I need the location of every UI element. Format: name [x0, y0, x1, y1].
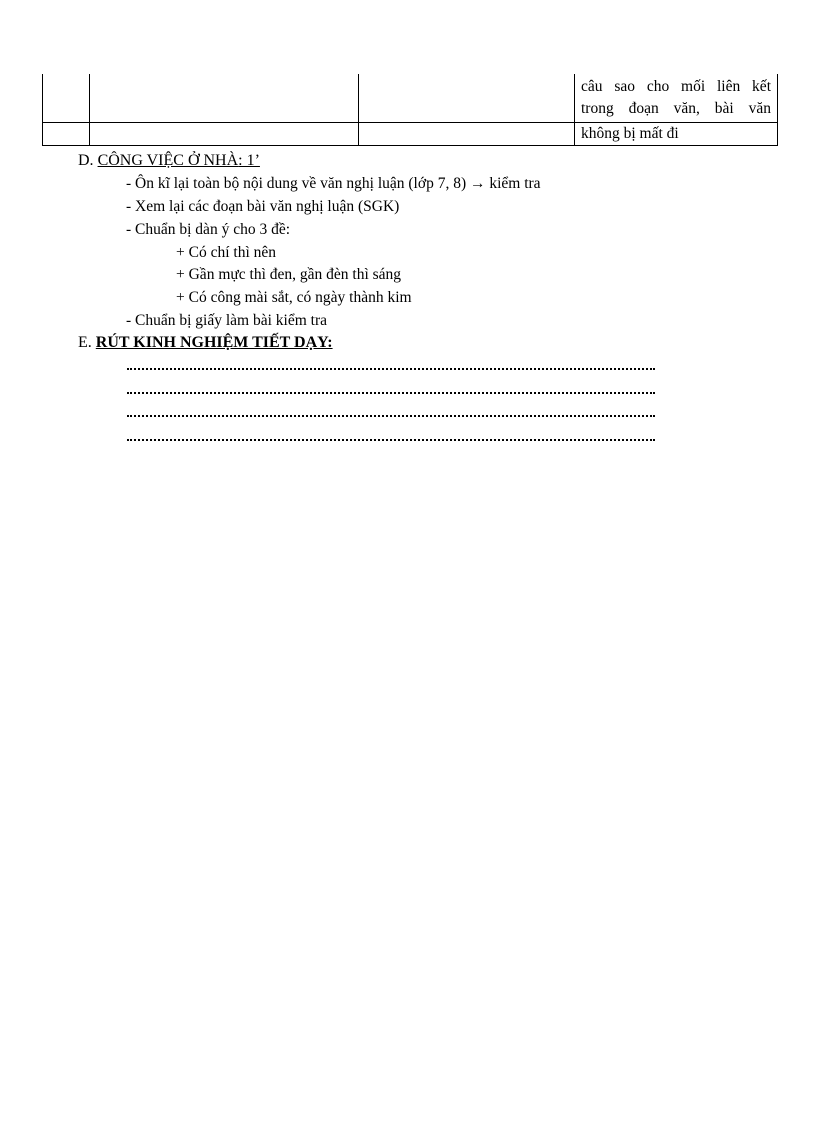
section-label: E. [78, 334, 92, 351]
table-cell [90, 123, 359, 146]
list-item: - Chuẩn bị giấy làm bài kiểm tra [126, 312, 328, 329]
table-cell [359, 74, 575, 123]
table-cell [43, 123, 90, 146]
list-item: + Gần mực thì đen, gần đèn thì sáng [176, 266, 402, 283]
dotted-line [127, 392, 655, 394]
table-cell [575, 123, 778, 146]
section-d-heading [78, 152, 260, 170]
table-cell [43, 74, 90, 123]
list-item: + Có chí thì nên [176, 244, 277, 261]
cell-text-line: trong đoạn văn, bài văn [581, 100, 771, 117]
section-e-heading [78, 334, 333, 352]
dotted-line [127, 368, 655, 370]
cell-text-line: câu sao cho mối liên kết [581, 78, 771, 95]
list-item: + Có công mài sắt, có ngày thành kim [176, 289, 412, 306]
table-row [43, 74, 778, 123]
section-title-suffix: : 1’ [238, 152, 260, 169]
dotted-line [127, 439, 655, 441]
table-cell [575, 74, 778, 123]
cell-text-line: không bị mất đi [581, 125, 679, 142]
lesson-table [42, 74, 778, 146]
section-label: D. [78, 152, 94, 169]
list-item: - Chuẩn bị dàn ý cho 3 đề: [126, 221, 291, 238]
table-row [43, 123, 778, 146]
section-title [98, 152, 260, 169]
table-cell [359, 123, 575, 146]
table-cell [90, 74, 359, 123]
dotted-line [127, 415, 655, 417]
list-item: - Ôn kĩ lại toàn bộ nội dung về văn nghị luận (lớp 7, 8) → kiểm tra [126, 175, 541, 192]
section-title: RÚT KINH NGHIỆM TIẾT DẠY: [95, 334, 333, 351]
list-item: - Xem lại các đoạn bài văn nghị luận (SGK) [126, 198, 400, 215]
section-title-text: CÔNG VIỆC Ở NHÀ [97, 152, 239, 169]
